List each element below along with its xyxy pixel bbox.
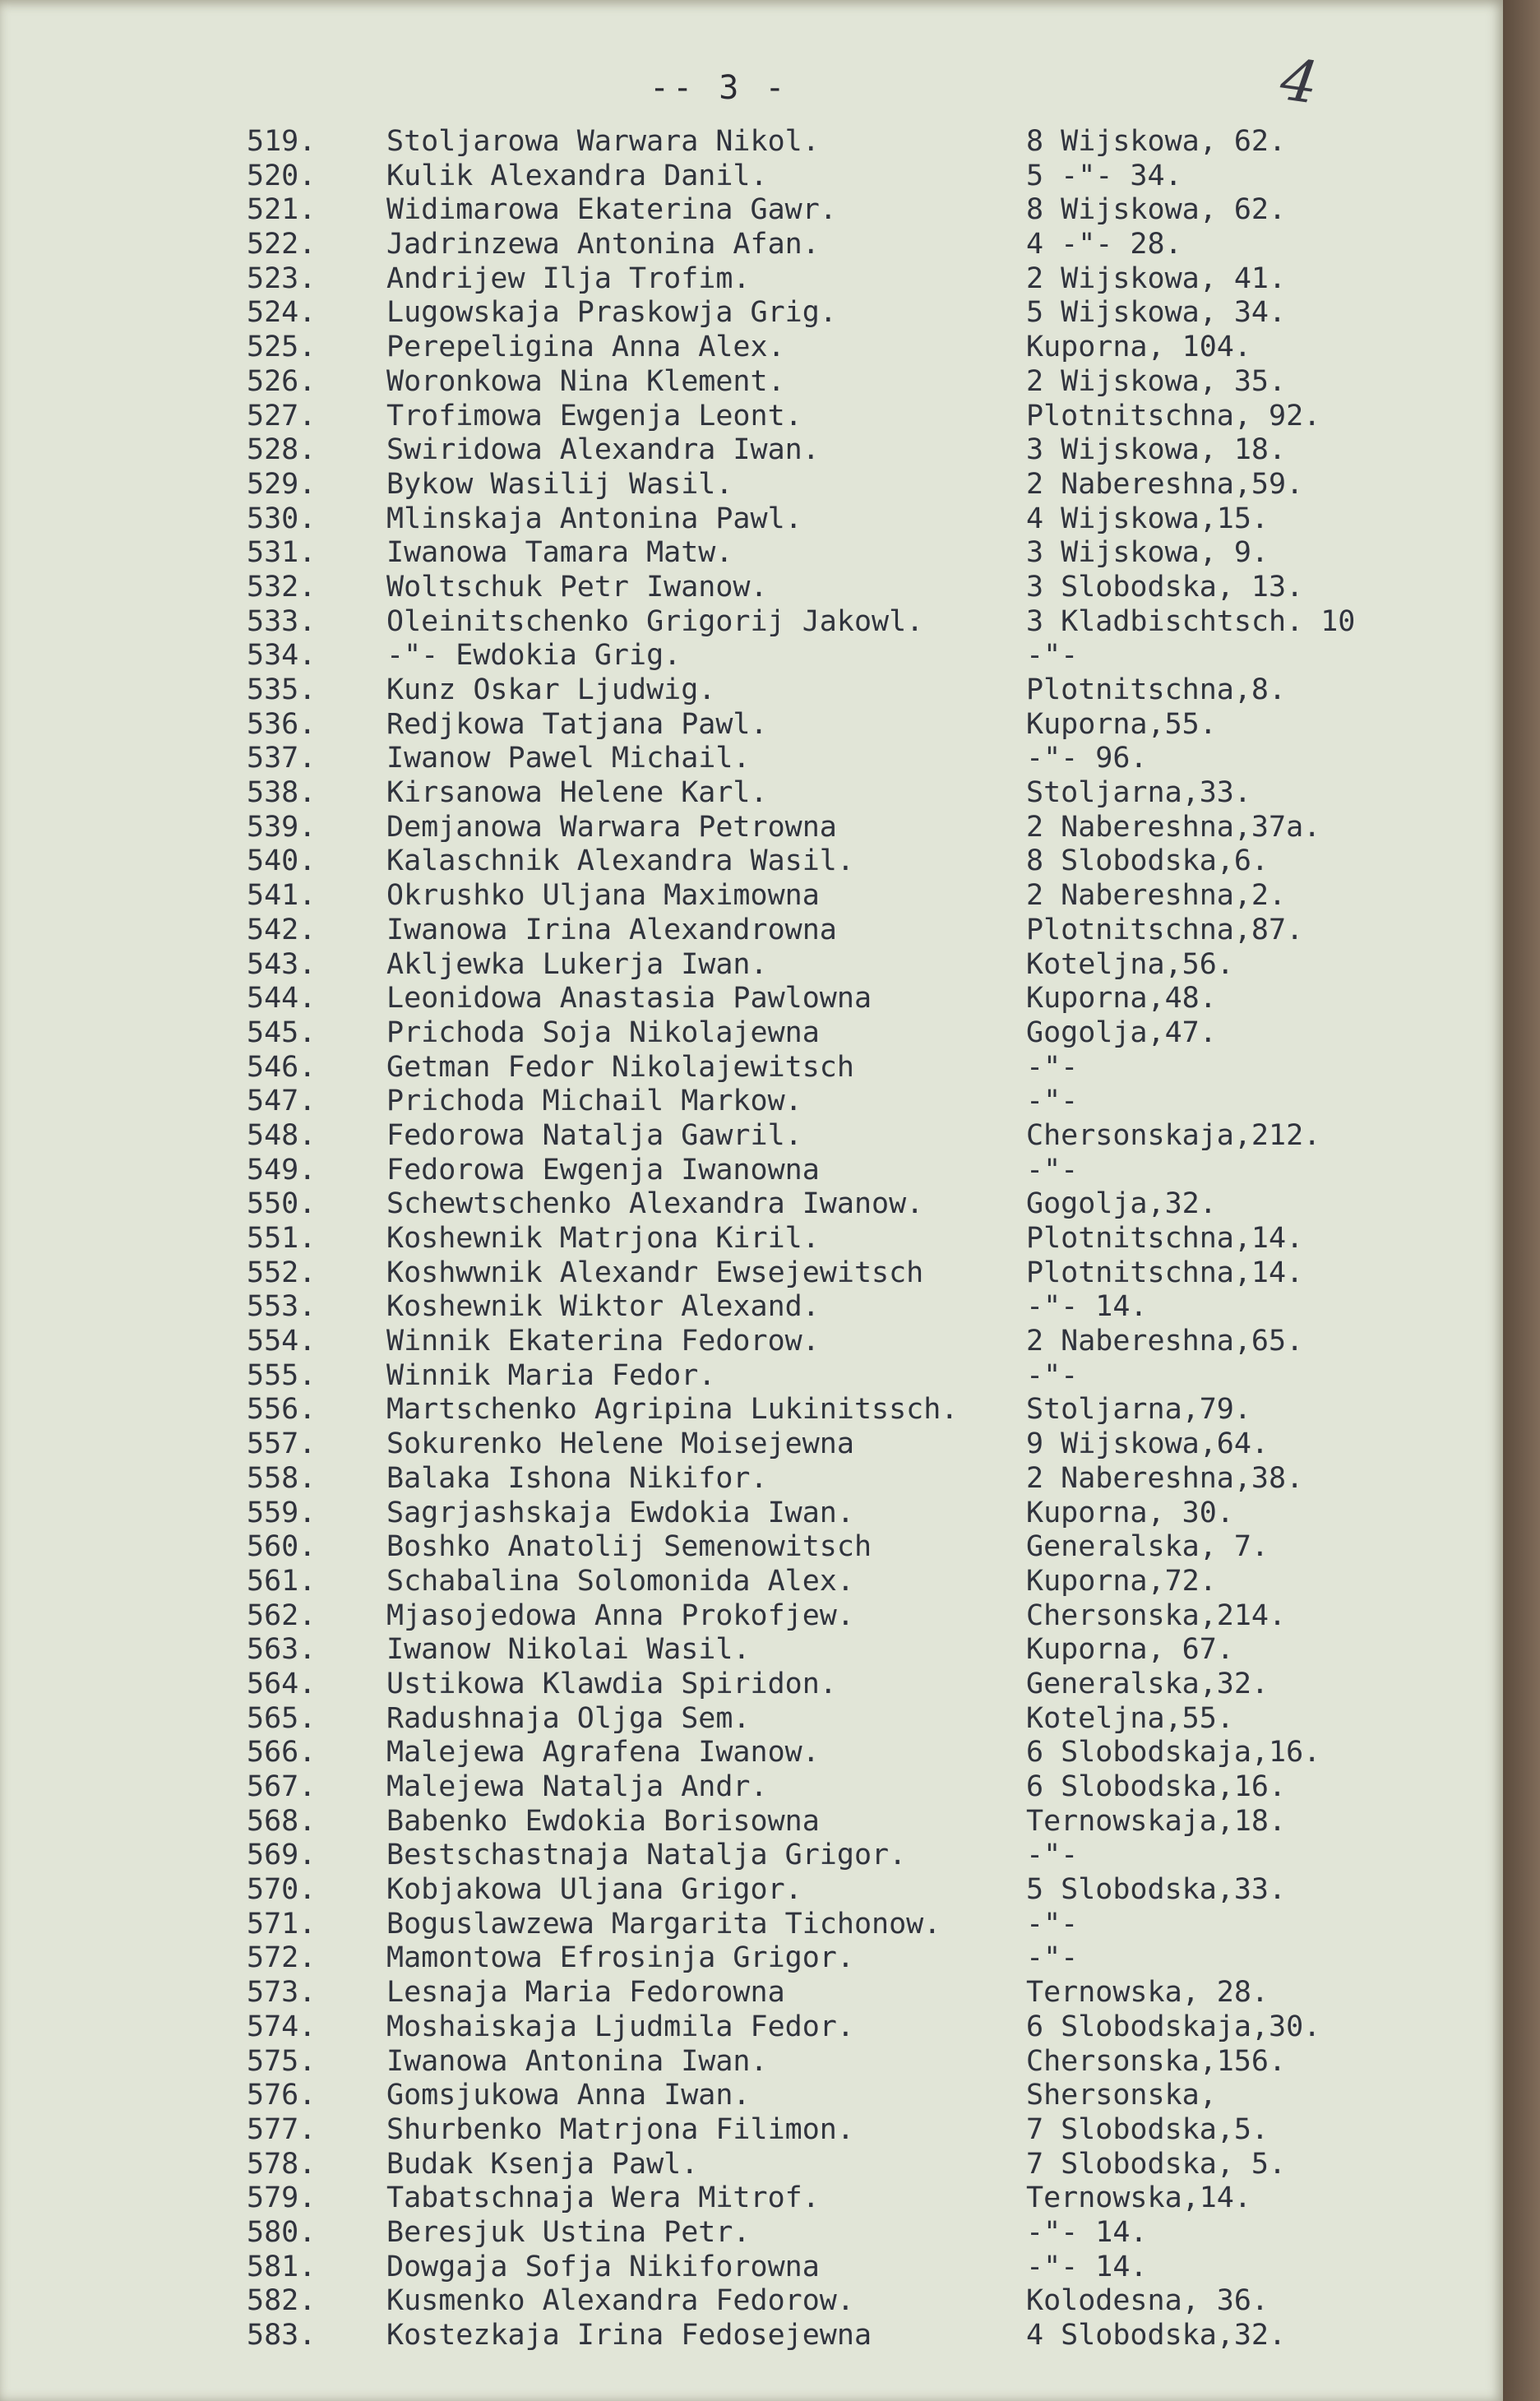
entry-address: Stoljarna,33. <box>1026 776 1251 810</box>
list-item <box>0 2079 1503 2113</box>
list-item <box>0 1530 1503 1565</box>
entry-number: 554. <box>247 1325 317 1358</box>
entry-address: 2 Nabereshna,59. <box>1026 467 1304 501</box>
entry-address: 2 Wijskowa, 35. <box>1026 364 1287 398</box>
entry-number: 556. <box>247 1393 317 1427</box>
list-item <box>0 1873 1503 1908</box>
list-item <box>0 2045 1503 2079</box>
list-item <box>0 1051 1503 1085</box>
list-item <box>0 1908 1503 1942</box>
list-item <box>0 742 1503 776</box>
entry-number: 536. <box>247 707 317 741</box>
background-edge <box>1503 0 1540 2401</box>
entry-number: 572. <box>247 1941 317 1975</box>
entry-number: 568. <box>247 1804 317 1838</box>
entry-name: Iwanowa Irina Alexandrowna <box>386 913 837 946</box>
entry-address: Kuporna, 67. <box>1026 1633 1234 1667</box>
entry-number: 569. <box>247 1839 317 1872</box>
list-item <box>0 296 1503 331</box>
entry-name: Swiridowa Alexandra Iwan. <box>386 433 820 467</box>
entry-number: 527. <box>247 399 317 433</box>
list-item <box>0 1736 1503 1770</box>
list-item <box>0 2216 1503 2251</box>
entry-name: Kirsanowa Helene Karl. <box>386 776 768 810</box>
entry-address: 2 Nabereshna,38. <box>1026 1461 1304 1495</box>
entry-number: 537. <box>247 742 317 775</box>
entry-name: Andrijew Ilja Trofim. <box>386 261 751 295</box>
entry-number: 521. <box>247 193 317 227</box>
entry-number: 539. <box>247 810 317 844</box>
entry-address: Plotnitschna,14. <box>1026 1256 1304 1289</box>
entry-number: 544. <box>247 982 317 1015</box>
entry-name: Malejewa Agrafena Iwanow. <box>386 1736 820 1770</box>
entry-name: -"- Ewdokia Grig. <box>386 639 682 673</box>
entry-name: Bykow Wasilij Wasil. <box>386 467 733 501</box>
entry-address: Koteljna,56. <box>1026 947 1234 981</box>
list-item <box>0 811 1503 845</box>
list-item <box>0 502 1503 537</box>
entry-number: 528. <box>247 433 317 467</box>
list-item <box>0 1599 1503 1634</box>
list-item <box>0 331 1503 365</box>
entry-address: 7 Slobodska, 5. <box>1026 2147 1287 2181</box>
entry-name: Prichoda Michail Markow. <box>386 1085 802 1118</box>
entry-address: Gogolja,47. <box>1026 1015 1217 1049</box>
entry-address: 2 Nabereshna,2. <box>1026 879 1287 913</box>
entry-name: Koshewnik Matrjona Kiril. <box>386 1222 820 1255</box>
list-item <box>0 1770 1503 1805</box>
entry-name: Kusmenko Alexandra Fedorow. <box>386 2284 854 2318</box>
entry-address: -"- <box>1026 639 1079 673</box>
entry-address: Koteljna,55. <box>1026 1701 1234 1735</box>
entry-address: -"- <box>1026 1941 1079 1975</box>
entry-address: -"- 14. <box>1026 2215 1148 2249</box>
entry-number: 542. <box>247 913 317 946</box>
list-item <box>0 844 1503 879</box>
entry-number: 531. <box>247 536 317 570</box>
list-item <box>0 776 1503 811</box>
entry-name: Iwanowa Tamara Matw. <box>386 536 733 570</box>
entry-number: 583. <box>247 2319 317 2352</box>
list-item <box>0 879 1503 914</box>
entry-name: Gomsjukowa Anna Iwan. <box>386 2079 751 2112</box>
entry-name: Sokurenko Helene Moisejewna <box>386 1427 854 1461</box>
entry-name: Schabalina Solomonida Alex. <box>386 1564 854 1598</box>
entry-name: Sagrjashskaja Ewdokia Iwan. <box>386 1496 854 1529</box>
entry-address: 6 Slobodskaja,30. <box>1026 2010 1321 2043</box>
entry-address: 2 Nabereshna,65. <box>1026 1325 1304 1358</box>
entry-name: Redjkowa Tatjana Pawl. <box>386 707 768 741</box>
entry-name: Koshwwnik Alexandr Ewsejewitsch <box>386 1256 924 1289</box>
entry-address: Generalska,32. <box>1026 1667 1269 1700</box>
entry-address: 3 Wijskowa, 18. <box>1026 433 1287 467</box>
entry-number: 522. <box>247 228 317 261</box>
list-item <box>0 1839 1503 1873</box>
entry-number: 525. <box>247 331 317 364</box>
entry-name: Babenko Ewdokia Borisowna <box>386 1804 820 1838</box>
entry-number: 555. <box>247 1358 317 1392</box>
list-item <box>0 125 1503 160</box>
entry-address: Plotnitschna,8. <box>1026 673 1287 706</box>
entry-name: Iwanow Nikolai Wasil. <box>386 1633 751 1667</box>
entry-number: 570. <box>247 1873 317 1907</box>
entry-name: Shurbenko Matrjona Filimon. <box>386 2112 854 2146</box>
entry-name: Dowgaja Sofja Nikiforowna <box>386 2250 820 2283</box>
list-item <box>0 2181 1503 2216</box>
entry-address: 6 Slobodska,16. <box>1026 1770 1287 1803</box>
entry-name: Kulik Alexandra Danil. <box>386 159 768 192</box>
list-item <box>0 1154 1503 1188</box>
entry-number: 541. <box>247 879 317 913</box>
list-item <box>0 605 1503 640</box>
entry-address: 6 Slobodskaja,16. <box>1026 1736 1321 1770</box>
entry-number: 524. <box>247 296 317 330</box>
list-item <box>0 914 1503 948</box>
entry-number: 547. <box>247 1085 317 1118</box>
entry-number: 563. <box>247 1633 317 1667</box>
entry-list <box>0 125 1503 2353</box>
entry-number: 540. <box>247 844 317 878</box>
entry-address: 3 Kladbischtsch. 10 <box>1026 604 1356 638</box>
list-item <box>0 1359 1503 1394</box>
list-item <box>0 708 1503 743</box>
list-item <box>0 1941 1503 1976</box>
entry-address: -"- <box>1026 1153 1079 1187</box>
entry-name: Radushnaja Oljga Sem. <box>386 1701 751 1735</box>
list-item <box>0 228 1503 262</box>
entry-name: Stoljarowa Warwara Nikol. <box>386 125 820 158</box>
entry-name: Boguslawzewa Margarita Tichonow. <box>386 1907 941 1941</box>
entry-name: Martschenko Agripina Lukinitssch. <box>386 1393 959 1427</box>
entry-address: -"- <box>1026 1907 1079 1941</box>
entry-address: Ternowska, 28. <box>1026 1976 1269 2010</box>
entry-number: 529. <box>247 467 317 501</box>
list-item <box>0 262 1503 297</box>
entry-number: 575. <box>247 2044 317 2078</box>
list-item <box>0 1222 1503 1256</box>
entry-address: 7 Slobodska,5. <box>1026 2112 1269 2146</box>
list-item <box>0 2113 1503 2148</box>
entry-name: Budak Ksenja Pawl. <box>386 2147 699 2181</box>
list-item <box>0 2284 1503 2319</box>
list-item <box>0 1805 1503 1839</box>
entry-name: Woltschuk Petr Iwanow. <box>386 570 768 604</box>
entry-address: 4 Wijskowa,15. <box>1026 502 1269 535</box>
entry-name: Malejewa Natalja Andr. <box>386 1770 768 1803</box>
entry-name: Lesnaja Maria Fedorowna <box>386 1976 785 2010</box>
list-item <box>0 1462 1503 1497</box>
entry-address: -"- <box>1026 1839 1079 1872</box>
entry-address: Generalska, 7. <box>1026 1530 1269 1564</box>
entry-number: 543. <box>247 947 317 981</box>
handwritten-page-number: 4 <box>1276 45 1323 118</box>
entry-number: 564. <box>247 1667 317 1700</box>
entry-address: Kuporna,55. <box>1026 707 1217 741</box>
list-item <box>0 536 1503 571</box>
entry-name: Widimarowa Ekaterina Gawr. <box>386 193 837 227</box>
entry-name: Oleinitschenko Grigorij Jakowl. <box>386 604 924 638</box>
entry-name: Kalaschnik Alexandra Wasil. <box>386 844 854 878</box>
entry-number: 546. <box>247 1050 317 1084</box>
entry-address: Gogolja,32. <box>1026 1187 1217 1221</box>
entry-number: 530. <box>247 502 317 535</box>
list-item <box>0 1290 1503 1325</box>
entry-name: Perepeligina Anna Alex. <box>386 331 785 364</box>
entry-address: 8 Wijskowa, 62. <box>1026 193 1287 227</box>
entry-name: Trofimowa Ewgenja Leont. <box>386 399 802 433</box>
entry-name: Akljewka Lukerja Iwan. <box>386 947 768 981</box>
list-item <box>0 2319 1503 2353</box>
entry-number: 579. <box>247 2181 317 2215</box>
entry-name: Fedorowa Ewgenja Iwanowna <box>386 1153 820 1187</box>
list-item <box>0 1668 1503 1702</box>
entry-address: Shersonska, <box>1026 2079 1217 2112</box>
list-item <box>0 468 1503 502</box>
entry-address: Kuporna,72. <box>1026 1564 1217 1598</box>
entry-address: -"- 14. <box>1026 2250 1148 2283</box>
entry-name: Koshewnik Wiktor Alexand. <box>386 1290 820 1324</box>
list-item <box>0 160 1503 194</box>
entry-number: 532. <box>247 570 317 604</box>
list-item <box>0 1119 1503 1154</box>
entry-number: 523. <box>247 261 317 295</box>
entry-number: 520. <box>247 159 317 192</box>
list-item <box>0 982 1503 1016</box>
entry-number: 567. <box>247 1770 317 1803</box>
entry-number: 565. <box>247 1701 317 1735</box>
entry-name: Woronkowa Nina Klement. <box>386 364 785 398</box>
list-item <box>0 365 1503 400</box>
entry-address: 4 -"- 28. <box>1026 228 1182 261</box>
entry-name: Beresjuk Ustina Petr. <box>386 2215 751 2249</box>
list-item <box>0 1497 1503 1531</box>
entry-number: 559. <box>247 1496 317 1529</box>
list-item <box>0 1325 1503 1359</box>
entry-name: Mlinskaja Antonina Pawl. <box>386 502 802 535</box>
entry-address: Kolodesna, 36. <box>1026 2284 1269 2318</box>
entry-number: 535. <box>247 673 317 706</box>
entry-number: 557. <box>247 1427 317 1461</box>
entry-name: Winnik Maria Fedor. <box>386 1358 716 1392</box>
entry-address: -"- <box>1026 1358 1079 1392</box>
list-item <box>0 1393 1503 1427</box>
entry-address: 5 Slobodska,33. <box>1026 1873 1287 1907</box>
list-item <box>0 948 1503 983</box>
list-item <box>0 2148 1503 2182</box>
entry-number: 552. <box>247 1256 317 1289</box>
entry-address: -"- 14. <box>1026 1290 1148 1324</box>
entry-address: Ternowskaja,18. <box>1026 1804 1287 1838</box>
list-item <box>0 400 1503 434</box>
list-item <box>0 1976 1503 2010</box>
entry-number: 549. <box>247 1153 317 1187</box>
entry-number: 582. <box>247 2284 317 2318</box>
list-item <box>0 2251 1503 2285</box>
entry-name: Getman Fedor Nikolajewitsch <box>386 1050 854 1084</box>
entry-address: Kuporna, 104. <box>1026 331 1251 364</box>
entry-address: 3 Wijskowa, 9. <box>1026 536 1269 570</box>
entry-number: 578. <box>247 2147 317 2181</box>
entry-number: 561. <box>247 1564 317 1598</box>
entry-name: Iwanowa Antonina Iwan. <box>386 2044 768 2078</box>
entry-number: 534. <box>247 639 317 673</box>
entry-number: 548. <box>247 1118 317 1152</box>
entry-address: 8 Wijskowa, 62. <box>1026 125 1287 158</box>
entry-number: 573. <box>247 1976 317 2010</box>
entry-address: 2 Wijskowa, 41. <box>1026 261 1287 295</box>
entry-address: -"- <box>1026 1085 1079 1118</box>
entry-address: Chersonskaja,212. <box>1026 1118 1321 1152</box>
entry-name: Boshko Anatolij Semenowitsch <box>386 1530 872 1564</box>
entry-address: -"- <box>1026 1050 1079 1084</box>
entry-address: -"- 96. <box>1026 742 1148 775</box>
entry-number: 577. <box>247 2112 317 2146</box>
entry-number: 580. <box>247 2215 317 2249</box>
list-item <box>0 639 1503 673</box>
list-item <box>0 2010 1503 2045</box>
entry-address: 3 Slobodska, 13. <box>1026 570 1304 604</box>
entry-address: Ternowska,14. <box>1026 2181 1251 2215</box>
entry-address: Plotnitschna, 92. <box>1026 399 1321 433</box>
entry-name: Bestschastnaja Natalja Grigor. <box>386 1839 907 1872</box>
entry-number: 526. <box>247 364 317 398</box>
entry-address: Chersonska,214. <box>1026 1598 1287 1632</box>
entry-address: Kuporna,48. <box>1026 982 1217 1015</box>
entry-address: Stoljarna,79. <box>1026 1393 1251 1427</box>
entry-name: Fedorowa Natalja Gawril. <box>386 1118 802 1152</box>
entry-number: 545. <box>247 1015 317 1049</box>
entry-name: Prichoda Soja Nikolajewna <box>386 1015 820 1049</box>
list-item <box>0 193 1503 228</box>
entry-address: 5 -"- 34. <box>1026 159 1182 192</box>
list-item <box>0 1427 1503 1462</box>
list-item <box>0 1565 1503 1599</box>
entry-address: 4 Slobodska,32. <box>1026 2319 1287 2352</box>
entry-number: 562. <box>247 1598 317 1632</box>
entry-name: Okrushko Uljana Maximowna <box>386 879 820 913</box>
entry-number: 560. <box>247 1530 317 1564</box>
entry-number: 551. <box>247 1222 317 1255</box>
entry-name: Leonidowa Anastasia Pawlowna <box>386 982 872 1015</box>
list-item <box>0 1633 1503 1668</box>
list-item <box>0 571 1503 605</box>
entry-number: 519. <box>247 125 317 158</box>
entry-number: 581. <box>247 2250 317 2283</box>
entry-name: Tabatschnaja Wera Mitrof. <box>386 2181 820 2215</box>
entry-name: Ustikowa Klawdia Spiridon. <box>386 1667 837 1700</box>
entry-number: 538. <box>247 776 317 810</box>
entry-number: 571. <box>247 1907 317 1941</box>
entry-name: Winnik Ekaterina Fedorow. <box>386 1325 820 1358</box>
page-header: -- 3 - <box>650 69 788 107</box>
entry-name: Schewtschenko Alexandra Iwanow. <box>386 1187 924 1221</box>
entry-name: Kunz Oskar Ljudwig. <box>386 673 716 706</box>
entry-name: Kostezkaja Irina Fedosejewna <box>386 2319 872 2352</box>
entry-name: Moshaiskaja Ljudmila Fedor. <box>386 2010 854 2043</box>
entry-address: Plotnitschna,14. <box>1026 1222 1304 1255</box>
entry-number: 576. <box>247 2079 317 2112</box>
list-item <box>0 1085 1503 1119</box>
list-item <box>0 1016 1503 1051</box>
entry-name: Mamontowa Efrosinja Grigor. <box>386 1941 854 1975</box>
list-item <box>0 1256 1503 1291</box>
entry-name: Mjasojedowa Anna Prokofjew. <box>386 1598 854 1632</box>
entry-number: 574. <box>247 2010 317 2043</box>
entry-name: Balaka Ishona Nikifor. <box>386 1461 768 1495</box>
list-item <box>0 1187 1503 1222</box>
entry-number: 550. <box>247 1187 317 1221</box>
entry-name: Demjanowa Warwara Petrowna <box>386 810 837 844</box>
list-item <box>0 433 1503 468</box>
entry-address: 2 Nabereshna,37a. <box>1026 810 1321 844</box>
entry-name: Kobjakowa Uljana Grigor. <box>386 1873 802 1907</box>
entry-address: 8 Slobodska,6. <box>1026 844 1269 878</box>
entry-name: Jadrinzewa Antonina Afan. <box>386 228 820 261</box>
entry-name: Iwanow Pawel Michail. <box>386 742 751 775</box>
entry-address: 5 Wijskowa, 34. <box>1026 296 1287 330</box>
list-item <box>0 673 1503 708</box>
entry-number: 553. <box>247 1290 317 1324</box>
entry-address: Kuporna, 30. <box>1026 1496 1234 1529</box>
list-item <box>0 1702 1503 1737</box>
entry-number: 533. <box>247 604 317 638</box>
entry-address: Chersonska,156. <box>1026 2044 1287 2078</box>
entry-address: Plotnitschna,87. <box>1026 913 1304 946</box>
entry-number: 566. <box>247 1736 317 1770</box>
entry-name: Lugowskaja Praskowja Grig. <box>386 296 837 330</box>
entry-address: 9 Wijskowa,64. <box>1026 1427 1269 1461</box>
entry-number: 558. <box>247 1461 317 1495</box>
